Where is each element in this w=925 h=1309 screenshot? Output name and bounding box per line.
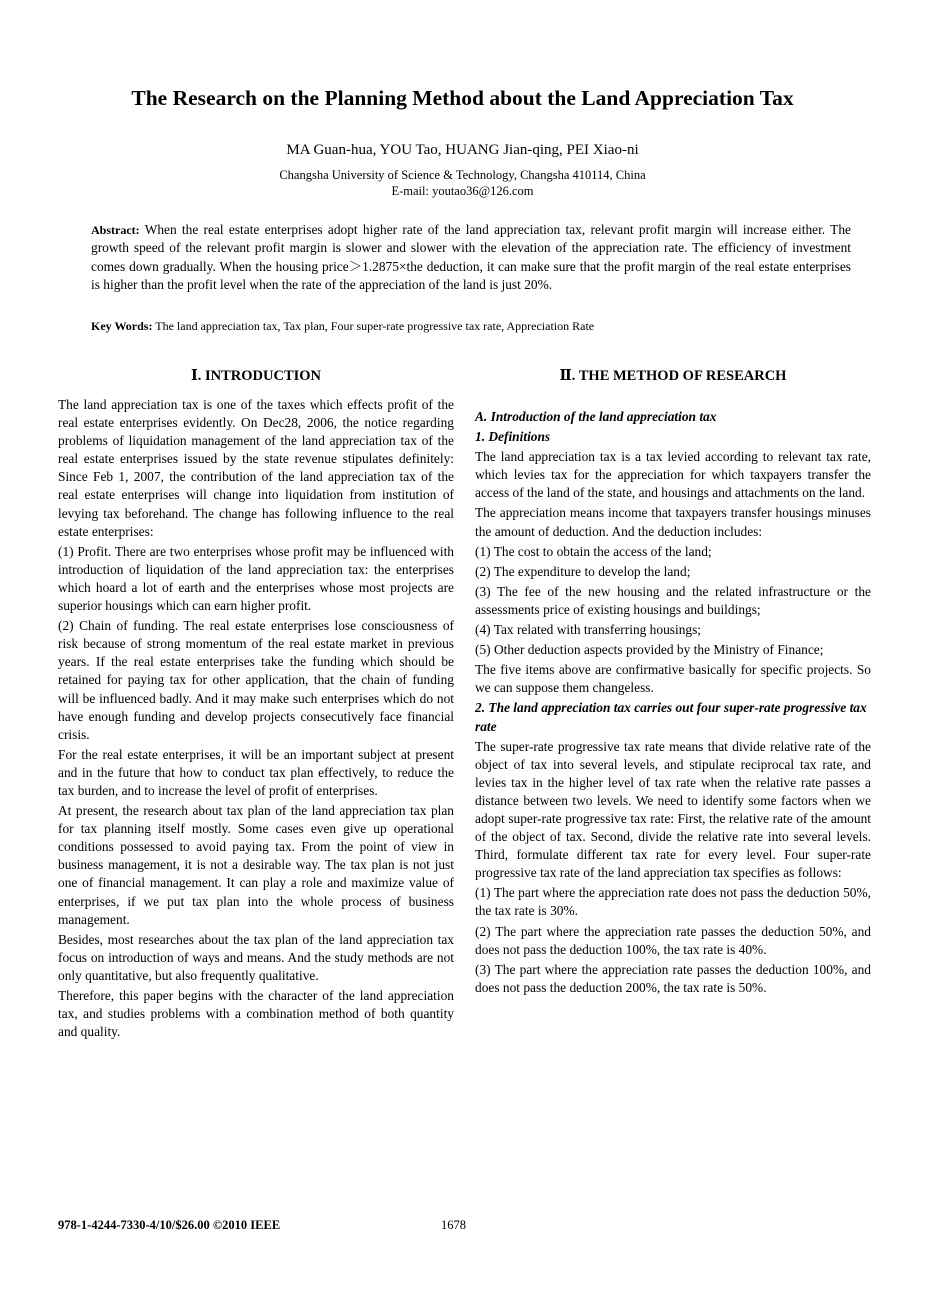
authors: MA Guan-hua, YOU Tao, HUANG Jian-qing, PEI Xiao-ni bbox=[286, 142, 639, 158]
section-heading-method: Ⅱ. THE METHOD OF RESEARCH bbox=[559, 368, 787, 384]
page-number: 1678 bbox=[441, 1218, 466, 1232]
paragraph: Besides, most researches about the tax plan of the land appreciation tax focus on introduction of ways and means. And the study methods are not only quantitative, but also frequently qualitative. bbox=[58, 931, 454, 983]
paper-title: The Research on the Planning Method about the Land Appreciation Tax bbox=[131, 86, 794, 110]
list-item: (1) The part where the appreciation rate does not pass the deduction 50%, the tax rate is 30%. bbox=[475, 885, 871, 919]
list-item: (2) The part where the appreciation rate passes the deduction 50%, and does not pass the deduction 100%, the tax rate is 40%. bbox=[475, 923, 871, 957]
paragraph: Therefore, this paper begins with the character of the land appreciation tax, and studies problems with a combination method of both quantity and quality. bbox=[58, 988, 454, 1040]
list-item: (5) Other deduction aspects provided by the Ministry of Finance; bbox=[475, 642, 824, 658]
email: E-mail: youtao36@126.com bbox=[391, 184, 534, 198]
paragraph: The appreciation means income that taxpayers transfer housings minuses the amount of deduction. And the deduction includes: bbox=[475, 505, 871, 539]
list-item: (1) The cost to obtain the access of the land; bbox=[475, 543, 712, 559]
abstract bbox=[91, 221, 851, 295]
list-item: (3) The part where the appreciation rate passes the deduction 100%, and does not pass the deduction 200%, the tax rate is 50%. bbox=[475, 961, 871, 995]
paragraph: The land appreciation tax is one of the taxes which effects profit of the real estate enterprises evidently. On Dec28, 2006, the notice regarding problems of liquidation management of the land appreciation tax of the real estate enterprises issued by the state revenue stipulates definitely: Since Feb 1, 2007, the contribution of the land appreciation tax of the real estate enterprises will change into liquidation from institution of levying tax beforehand. The change has following influence to the real estate enterprises: bbox=[58, 397, 454, 539]
keywords-label: Key Words: bbox=[91, 319, 153, 333]
keywords bbox=[91, 318, 851, 334]
keywords-text: The land appreciation tax, Tax plan, Four super-rate progressive tax rate, Appreciation Rate bbox=[155, 319, 595, 333]
affiliation: Changsha University of Science & Technology, Changsha 410114, China bbox=[279, 168, 646, 182]
paragraph: For the real estate enterprises, it will be an important subject at present and in the future that how to conduct tax plan effectively, to reduce the tax burden, and to increase the level of profit of enterprises. bbox=[58, 746, 454, 798]
subsection-heading-a: A. Introduction of the land appreciation tax bbox=[475, 409, 717, 424]
paragraph: The five items above are confirmative basically for specific projects. So we can suppose them changeless. bbox=[475, 662, 871, 696]
left-column bbox=[58, 366, 454, 1043]
abstract-text: When the real estate enterprises adopt higher rate of the land appreciation tax, relevant profit margin will increase either. The growth speed of the relevant profit margin is slower and slower with the elevation of the appreciation rate. The efficiency of investment comes down gradually. When the housing price＞1.2875×the deduction, it can make sure that the profit margin of the real estate enterprises is higher than the profit level when the rate of the appreciation of the land is just 20%. bbox=[91, 222, 851, 293]
right-column bbox=[475, 366, 871, 999]
affiliation-block bbox=[0, 167, 925, 199]
subsubsection-heading-tax-rate: 2. The land appreciation tax carries out four super-rate progressive tax rate bbox=[475, 700, 867, 734]
section-heading-introduction: Ⅰ. INTRODUCTION bbox=[190, 368, 322, 384]
paragraph: The land appreciation tax is a tax levied according to relevant tax rate, which levies tax for the appreciation for which taxpayers transfer the access of the land of the state, and housings and attachments on the land. bbox=[475, 449, 871, 501]
list-item: (4) Tax related with transferring housings; bbox=[475, 622, 702, 638]
list-item: (3) The fee of the new housing and the related infrastructure or the assessments price of existing housings and buildings; bbox=[475, 583, 871, 617]
footer-isbn: 978-1-4244-7330-4/10/$26.00 ©2010 IEEE bbox=[58, 1218, 281, 1232]
subsubsection-heading-definitions: 1. Definitions bbox=[475, 429, 551, 445]
paragraph: At present, the research about tax plan of the land appreciation tax plan for tax planning itself mostly. Some cases even give up operational conditions possessed to avoid paying tax. From the point of view in business management, it is not a desirable way. The tax plan is not just one of financial management. It can play a role and maximize value of enterprises, if we put tax plan into the whole process of business management. bbox=[58, 803, 454, 927]
paragraph: (2) Chain of funding. The real estate enterprises lose consciousness of risk because of strong momentum of the real estate market in previous years. If the real estate enterprises take the funding which should be retained for paying tax for other application, that the chain of funding will be influenced badly. And it may make such enterprises which do not have enough funding and develop projects consecutively face financial crisis. bbox=[58, 618, 454, 742]
abstract-label: Abstract: bbox=[91, 223, 140, 237]
paragraph: The super-rate progressive tax rate means that divide relative rate of the object of tax into several levels, and stipulate reciprocal tax rate, and levies tax in the higher level of tax rate when the relative rate passes a distance between two levels. We need to identify some factors when we adopt super-rate progressive tax rate: First, the relative rate of the amount of the object of tax. Second, divide the relative rate into several levels. Third, formulate different tax rate for every level. Four super-rate progressive tax rate of the land appreciation tax specifies as follows: bbox=[475, 738, 871, 881]
paragraph: (1) Profit. There are two enterprises whose profit may be influenced with introduction of liquidation of the land appreciation tax: the enterprises which hoard a lot of earth and the enterprises whose most projects are superior housings which can earn higher profit. bbox=[58, 543, 454, 614]
list-item: (2) The expenditure to develop the land; bbox=[475, 563, 691, 579]
